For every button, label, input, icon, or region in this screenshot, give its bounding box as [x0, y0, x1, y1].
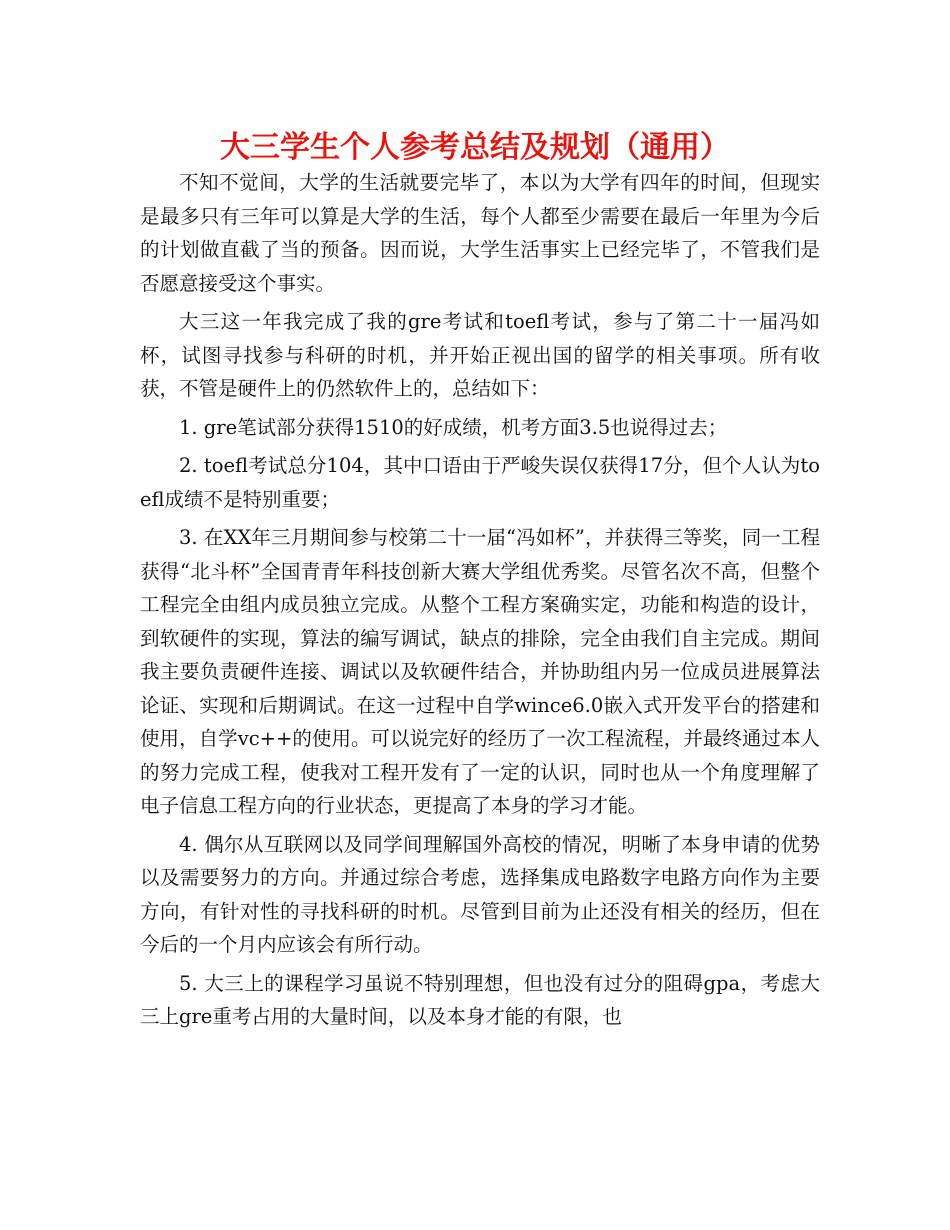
- list-item-research: 4. 偶尔从互联网以及同学间理解国外高校的情况，明晰了本身申请的优势以及需要努力的方向。并通过综合考虑，选择集成电路数字电路方向作为主要方向，有针对性的寻找科研的时机。尽管到目前为止还没有相关的经历，但在今后的一个月内应该会有所行动。: [140, 832, 820, 956]
- document-body: [140, 166, 820, 1039]
- list-item-toefl: 2. toefl考试总分104，其中口语由于严峻失误仅获得17分，但个人认为toefl成绩不是特别重要；: [140, 454, 820, 511]
- list-item-coursework: 5. 大三上的课程学习虽说不特别理想，但也没有过分的阻碍gpa，考虑大三上gre重考占用的大量时间，以及本身才能的有限，也: [140, 971, 820, 1028]
- list-item-competition: 3. 在XX年三月期间参与校第二十一届“冯如杯”，并获得三等奖，同一工程获得“北斗杯”全国青青年科技创新大赛大学组优秀奖。尽管名次不高，但整个工程完全由组内成员独立完成。从整个工程方案确实定，功能和构造的设计，到软硬件的实现，算法的编写调试，缺点的排除，完全由我们自主完成。期间我主要负责硬件连接、调试以及软硬件结合，并协助组内另一位成员进展算法论证、实现和后期调试。在这一过程中自学wince6.0嵌入式开发平台的搭建和使用，自学vc++的使用。可以说完好的经历了一次工程流程，并最终通过本人的努力完成工程，使我对工程开发有了一定的认识，同时也从一个角度理解了电子信息工程方向的行业状态，更提高了本身的学习才能。: [140, 526, 820, 817]
- paragraph-intro: 不知不觉间，大学的生活就要完毕了，本以为大学有四年的时间，但现实是最多只有三年可以算是大学的生活，每个人都至少需要在最后一年里为今后的计划做直截了当的预备。因而说，大学生活事实上已经完毕了，不管我们是否愿意接受这个事实。: [140, 171, 820, 295]
- paragraph-summary: 大三这一年我完成了我的gre考试和toefl考试，参与了第二十一届冯如杯，试图寻找参与科研的时机，并开始正视出国的留学的相关事项。所有收获，不管是硬件上的仍然软件上的，总结如下：: [140, 310, 820, 400]
- list-item-gre: 1. gre笔试部分获得1510的好成绩，机考方面3.5也说得过去；: [179, 415, 728, 439]
- document-title: 大三学生个人参考总结及规划（通用）: [220, 130, 730, 165]
